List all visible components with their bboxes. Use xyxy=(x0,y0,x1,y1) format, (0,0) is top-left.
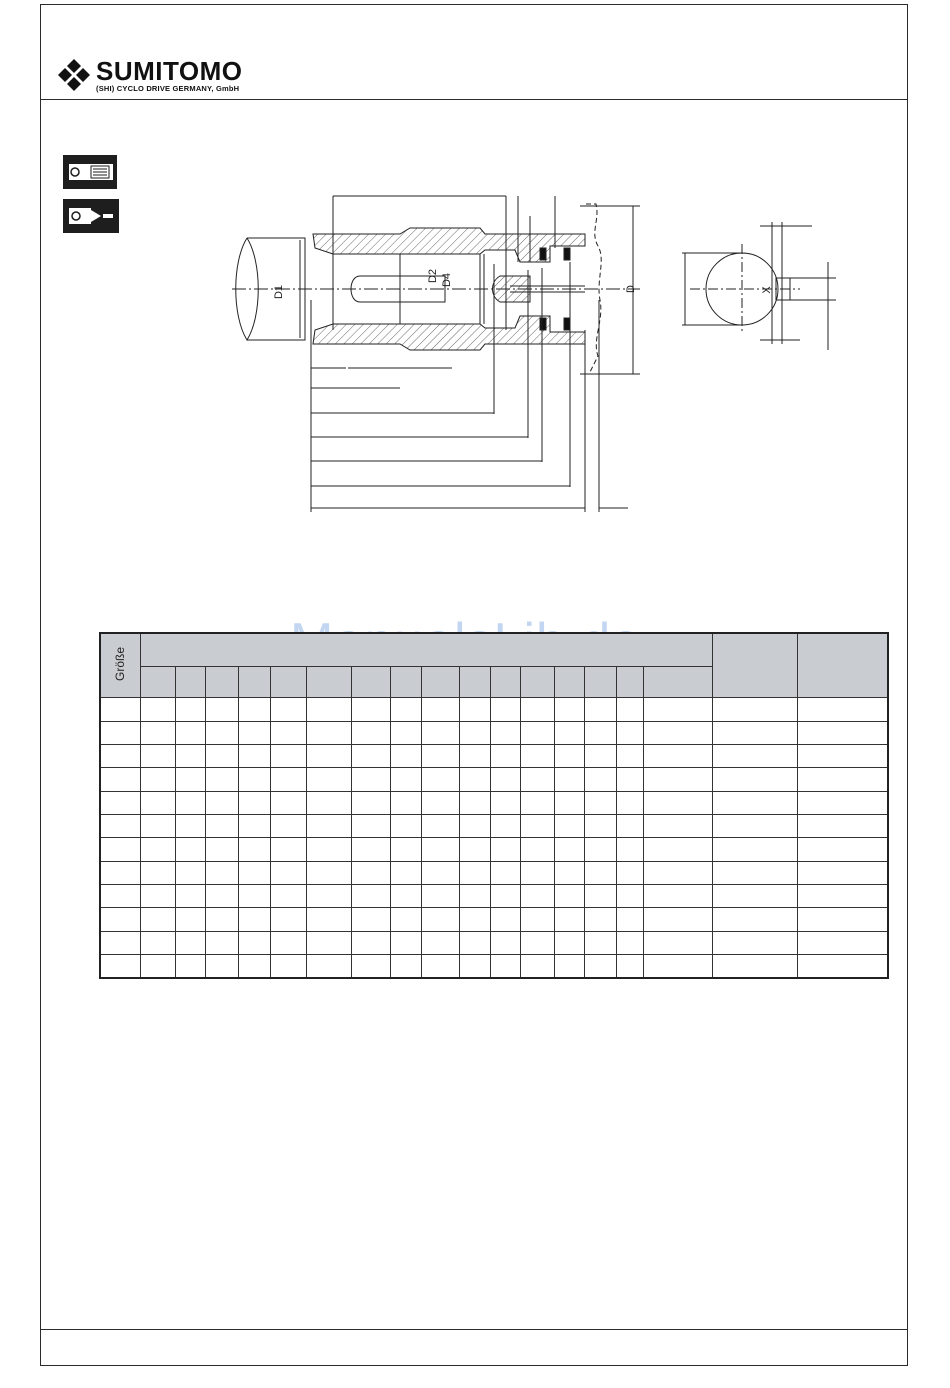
table-cell xyxy=(351,955,390,978)
table-cell xyxy=(206,815,238,838)
table-row xyxy=(100,698,888,721)
table-cell xyxy=(391,698,422,721)
table-cell xyxy=(585,931,617,954)
table-cell xyxy=(206,931,238,954)
table-cell xyxy=(422,721,459,744)
table-cell xyxy=(422,861,459,884)
table-cell xyxy=(798,861,888,884)
table-row xyxy=(100,908,888,931)
table-cell xyxy=(644,885,713,908)
table-cell xyxy=(422,931,459,954)
table-cell xyxy=(391,861,422,884)
table-cell xyxy=(391,908,422,931)
table-cell xyxy=(617,768,644,791)
table-cell xyxy=(100,861,140,884)
table-cell xyxy=(238,745,270,768)
table-cell xyxy=(100,698,140,721)
table-cell xyxy=(555,955,585,978)
label-d4: D4 xyxy=(441,272,453,288)
table-cell xyxy=(100,791,140,814)
table-cell xyxy=(238,698,270,721)
table-row xyxy=(100,861,888,884)
table-cell xyxy=(140,955,175,978)
table-cell xyxy=(459,908,490,931)
table-cell xyxy=(140,768,175,791)
table-cell xyxy=(307,908,352,931)
table-cell xyxy=(490,698,520,721)
table-cell xyxy=(798,955,888,978)
table-cell xyxy=(490,931,520,954)
table-cell xyxy=(585,955,617,978)
table-cell xyxy=(585,861,617,884)
table-cell xyxy=(176,768,206,791)
table-cell xyxy=(585,885,617,908)
table-cell xyxy=(520,815,554,838)
sub-header xyxy=(422,666,459,697)
table-cell xyxy=(176,931,206,954)
table-cell xyxy=(238,791,270,814)
table-cell xyxy=(307,815,352,838)
table-cell xyxy=(459,721,490,744)
table-cell xyxy=(140,838,175,861)
table-cell xyxy=(520,861,554,884)
table-cell xyxy=(712,815,797,838)
table-cell xyxy=(270,768,306,791)
table-cell xyxy=(140,721,175,744)
table-body xyxy=(100,698,888,978)
table-cell xyxy=(712,721,797,744)
table-cell xyxy=(490,861,520,884)
sub-header xyxy=(644,666,713,697)
table-cell xyxy=(712,791,797,814)
table-cell xyxy=(140,908,175,931)
table-cell xyxy=(459,931,490,954)
table-cell xyxy=(422,745,459,768)
table-cell xyxy=(351,698,390,721)
table-cell xyxy=(140,815,175,838)
label-d1: D1 xyxy=(273,284,285,300)
table-cell xyxy=(270,861,306,884)
table-cell xyxy=(712,861,797,884)
table-cell xyxy=(176,815,206,838)
table-cell xyxy=(555,838,585,861)
table-cell xyxy=(238,931,270,954)
table-cell xyxy=(520,931,554,954)
table-cell xyxy=(555,745,585,768)
table-cell xyxy=(140,931,175,954)
table-cell xyxy=(585,721,617,744)
technical-drawing xyxy=(0,0,950,560)
table-row xyxy=(100,768,888,791)
table-cell xyxy=(100,838,140,861)
table-cell xyxy=(100,885,140,908)
table-cell xyxy=(585,838,617,861)
table-cell xyxy=(307,861,352,884)
table-cell xyxy=(307,955,352,978)
table-cell xyxy=(100,815,140,838)
table-cell xyxy=(520,698,554,721)
table-cell xyxy=(206,721,238,744)
brand-name: SUMITOMO xyxy=(96,56,243,86)
table-cell xyxy=(351,768,390,791)
table-row xyxy=(100,931,888,954)
sub-header xyxy=(206,666,238,697)
table-cell xyxy=(555,721,585,744)
table-cell xyxy=(270,931,306,954)
table-cell xyxy=(520,768,554,791)
table-cell xyxy=(644,838,713,861)
table-cell xyxy=(422,838,459,861)
table-cell xyxy=(238,908,270,931)
table-cell xyxy=(555,931,585,954)
table-cell xyxy=(238,838,270,861)
table-cell xyxy=(391,931,422,954)
table-cell xyxy=(238,815,270,838)
table-row xyxy=(100,791,888,814)
table-cell xyxy=(206,745,238,768)
table-cell xyxy=(617,885,644,908)
table-cell xyxy=(140,861,175,884)
sub-header xyxy=(555,666,585,697)
table-cell xyxy=(351,931,390,954)
table-cell xyxy=(422,768,459,791)
table-cell xyxy=(520,745,554,768)
table-cell xyxy=(459,745,490,768)
table-cell xyxy=(490,838,520,861)
sub-header xyxy=(307,666,352,697)
table-cell xyxy=(391,791,422,814)
table-cell xyxy=(140,745,175,768)
footer-rule xyxy=(40,1329,908,1330)
table-cell xyxy=(644,955,713,978)
table-cell xyxy=(617,721,644,744)
table-cell xyxy=(391,955,422,978)
table-cell xyxy=(351,745,390,768)
dimension-table xyxy=(99,632,889,979)
table-cell xyxy=(798,838,888,861)
table-cell xyxy=(100,908,140,931)
dims-group-header xyxy=(140,633,712,666)
table-cell xyxy=(351,721,390,744)
col-header-a xyxy=(712,633,797,698)
table-cell xyxy=(644,908,713,931)
size-header: Größe xyxy=(100,633,140,698)
table-cell xyxy=(351,815,390,838)
table-row xyxy=(100,838,888,861)
table-row xyxy=(100,955,888,978)
table-cell xyxy=(422,815,459,838)
table-cell xyxy=(307,721,352,744)
table-cell xyxy=(206,791,238,814)
table-cell xyxy=(206,698,238,721)
table-cell xyxy=(307,745,352,768)
table-cell xyxy=(100,955,140,978)
table-cell xyxy=(644,745,713,768)
table-cell xyxy=(490,768,520,791)
table-cell xyxy=(140,885,175,908)
table-cell xyxy=(176,885,206,908)
sub-header xyxy=(459,666,490,697)
table-cell xyxy=(238,885,270,908)
sub-header xyxy=(140,666,175,697)
table-cell xyxy=(555,908,585,931)
table-cell xyxy=(176,908,206,931)
table-cell xyxy=(100,768,140,791)
table-cell xyxy=(459,955,490,978)
table-cell xyxy=(270,745,306,768)
label-d2: D2 xyxy=(427,268,439,284)
table-cell xyxy=(176,861,206,884)
table-cell xyxy=(585,698,617,721)
table-cell xyxy=(798,791,888,814)
table-cell xyxy=(617,908,644,931)
table-cell xyxy=(644,861,713,884)
table-cell xyxy=(490,791,520,814)
brand-subtitle: (SHI) CYCLO DRIVE GERMANY, GmbH xyxy=(96,84,240,93)
table-cell xyxy=(100,931,140,954)
table-cell xyxy=(712,908,797,931)
table-cell xyxy=(585,791,617,814)
label-d: D xyxy=(625,285,637,293)
table-cell xyxy=(712,838,797,861)
table-cell xyxy=(176,791,206,814)
table-cell xyxy=(617,838,644,861)
table-cell xyxy=(459,885,490,908)
table-cell xyxy=(585,815,617,838)
table-cell xyxy=(617,815,644,838)
table-row xyxy=(100,885,888,908)
table-cell xyxy=(798,908,888,931)
table-cell xyxy=(798,815,888,838)
table-cell xyxy=(798,885,888,908)
table-cell xyxy=(270,885,306,908)
table-cell xyxy=(617,791,644,814)
table-cell xyxy=(176,698,206,721)
table-cell xyxy=(391,815,422,838)
sub-header xyxy=(585,666,617,697)
table-cell xyxy=(555,885,585,908)
table-cell xyxy=(422,791,459,814)
table-cell xyxy=(585,745,617,768)
table-cell xyxy=(140,791,175,814)
table-cell xyxy=(555,768,585,791)
table-cell xyxy=(307,791,352,814)
table-cell xyxy=(644,931,713,954)
table-cell xyxy=(585,908,617,931)
table-cell xyxy=(617,698,644,721)
table-cell xyxy=(270,815,306,838)
table-cell xyxy=(270,955,306,978)
table-cell xyxy=(644,815,713,838)
col-header-b xyxy=(798,633,888,698)
table-cell xyxy=(555,698,585,721)
sub-header xyxy=(490,666,520,697)
table-cell xyxy=(351,791,390,814)
table-cell xyxy=(520,791,554,814)
table-cell xyxy=(490,908,520,931)
table-cell xyxy=(617,931,644,954)
table-cell xyxy=(712,768,797,791)
sub-header xyxy=(270,666,306,697)
table-cell xyxy=(307,838,352,861)
table-cell xyxy=(206,861,238,884)
table-row xyxy=(100,745,888,768)
table-cell xyxy=(520,885,554,908)
table-cell xyxy=(644,791,713,814)
table-cell xyxy=(422,885,459,908)
table-cell xyxy=(644,698,713,721)
table-cell xyxy=(459,791,490,814)
table-cell xyxy=(798,698,888,721)
table-row xyxy=(100,721,888,744)
table-cell xyxy=(307,698,352,721)
table-cell xyxy=(176,838,206,861)
table-cell xyxy=(459,861,490,884)
table-cell xyxy=(459,838,490,861)
label-x: X xyxy=(761,286,773,294)
table-cell xyxy=(617,955,644,978)
table-cell xyxy=(176,955,206,978)
table-cell xyxy=(520,838,554,861)
table-cell xyxy=(459,698,490,721)
table-cell xyxy=(140,698,175,721)
table-cell xyxy=(712,745,797,768)
sub-header xyxy=(351,666,390,697)
table-cell xyxy=(270,698,306,721)
table-cell xyxy=(459,815,490,838)
table-cell xyxy=(351,838,390,861)
table-cell xyxy=(712,955,797,978)
table-cell xyxy=(585,768,617,791)
table-cell xyxy=(206,908,238,931)
table-cell xyxy=(490,885,520,908)
table-cell xyxy=(798,931,888,954)
table-cell xyxy=(307,768,352,791)
table-cell xyxy=(176,745,206,768)
table-cell xyxy=(238,955,270,978)
sub-header xyxy=(176,666,206,697)
table-cell xyxy=(238,721,270,744)
table-cell xyxy=(712,698,797,721)
table-cell xyxy=(520,955,554,978)
table-row xyxy=(100,815,888,838)
table-cell xyxy=(490,815,520,838)
table-cell xyxy=(391,721,422,744)
table-cell xyxy=(206,885,238,908)
table-cell xyxy=(391,838,422,861)
table-cell xyxy=(391,768,422,791)
table-cell xyxy=(270,721,306,744)
table-cell xyxy=(351,908,390,931)
table-cell xyxy=(238,768,270,791)
table-cell xyxy=(798,721,888,744)
table-cell xyxy=(307,885,352,908)
table-cell xyxy=(206,838,238,861)
table-cell xyxy=(520,721,554,744)
table-cell xyxy=(206,955,238,978)
table-cell xyxy=(712,931,797,954)
table-cell xyxy=(206,768,238,791)
table-cell xyxy=(490,745,520,768)
table-cell xyxy=(270,838,306,861)
table-cell xyxy=(644,721,713,744)
sub-header xyxy=(617,666,644,697)
table-cell xyxy=(391,885,422,908)
table-cell xyxy=(798,768,888,791)
table-cell xyxy=(422,698,459,721)
table-cell xyxy=(391,745,422,768)
table-cell xyxy=(351,885,390,908)
table-cell xyxy=(617,745,644,768)
sub-header xyxy=(520,666,554,697)
table-cell xyxy=(490,955,520,978)
table-cell xyxy=(459,768,490,791)
table-cell xyxy=(555,791,585,814)
table-cell xyxy=(270,908,306,931)
table-cell xyxy=(100,721,140,744)
table-cell xyxy=(617,861,644,884)
sub-header xyxy=(238,666,270,697)
table-cell xyxy=(100,745,140,768)
table-cell xyxy=(422,955,459,978)
sub-header xyxy=(391,666,422,697)
table-cell xyxy=(520,908,554,931)
table-cell xyxy=(176,721,206,744)
table-cell xyxy=(238,861,270,884)
table-cell xyxy=(307,931,352,954)
table-cell xyxy=(555,815,585,838)
table-cell xyxy=(490,721,520,744)
table-cell xyxy=(270,791,306,814)
table-cell xyxy=(798,745,888,768)
table-cell xyxy=(712,885,797,908)
table-cell xyxy=(422,908,459,931)
table-cell xyxy=(644,768,713,791)
table-cell xyxy=(351,861,390,884)
table-cell xyxy=(555,861,585,884)
